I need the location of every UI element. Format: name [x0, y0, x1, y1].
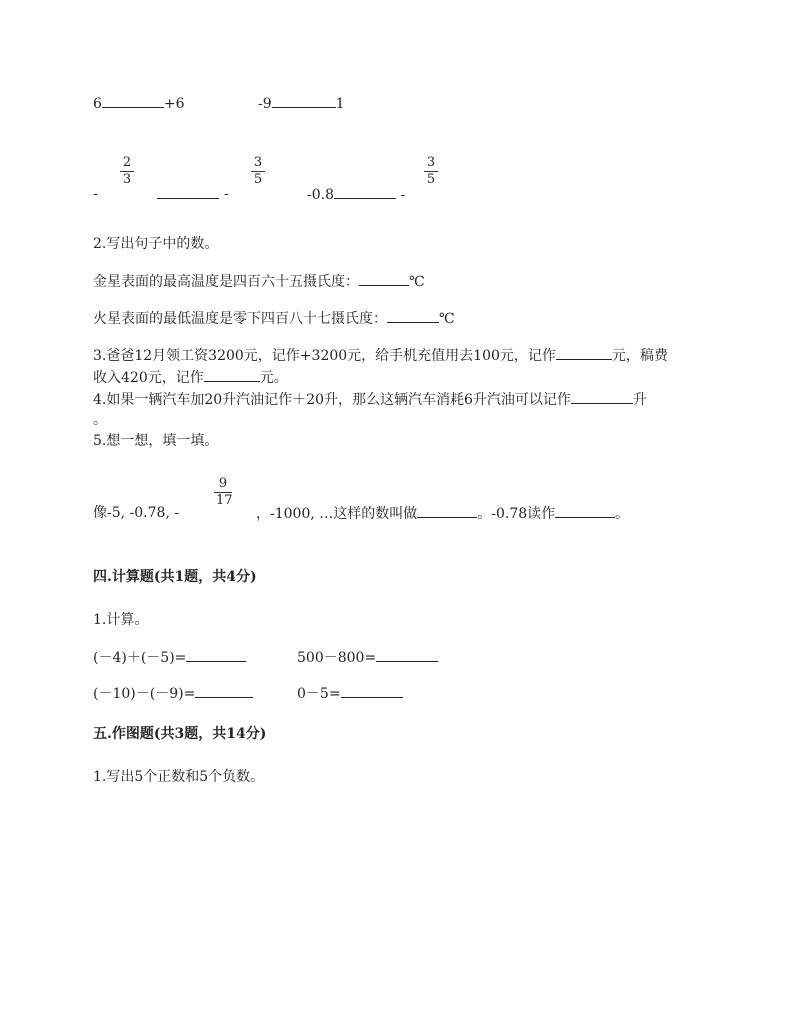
- fraction-denominator: 3: [122, 172, 132, 187]
- unit-celsius: ℃: [409, 274, 425, 290]
- sentence-text: 金星表面的最高温度是四百六十五摄氏度：: [93, 274, 359, 290]
- answer-blank[interactable]: [204, 369, 260, 382]
- question-5-line: [256, 505, 629, 522]
- minus-sign: -: [224, 186, 229, 202]
- question-text: ，-1000, …这样的数叫做: [256, 506, 418, 522]
- expression-text: 0－5=: [297, 686, 341, 702]
- answer-blank[interactable]: [186, 649, 246, 662]
- comparison-row-2b: [307, 186, 405, 203]
- answer-blank[interactable]: [387, 310, 439, 323]
- minus-sign: -: [93, 186, 98, 202]
- answer-blank[interactable]: [555, 505, 615, 518]
- answer-blank[interactable]: [157, 186, 219, 199]
- fraction-2-3: [120, 156, 134, 187]
- value-a-left: 6: [93, 96, 102, 112]
- answer-blank[interactable]: [571, 391, 633, 404]
- answer-blank[interactable]: [359, 273, 409, 286]
- question-3-line-2: [93, 369, 288, 386]
- question-4-line-1: [93, 391, 647, 408]
- section-5-title: 五.作图题(共3题，共14分): [93, 726, 267, 742]
- answer-blank[interactable]: [195, 685, 253, 698]
- question-text: 4.如果一辆汽车加20升汽油记作＋20升，那么这辆汽车消耗6升汽油可以记作: [93, 392, 571, 408]
- expression-text: (－10)－(－9)=: [93, 686, 196, 702]
- fraction-denominator: 17: [216, 493, 233, 508]
- calc-expression-4: [297, 685, 403, 702]
- value-b-left: -9: [258, 96, 272, 112]
- comparison-row-1: [93, 95, 185, 112]
- answer-blank[interactable]: [102, 95, 164, 108]
- sentence-text: 火星表面的最低温度是零下四百八十七摄氏度：: [93, 311, 387, 327]
- question-2-line-2: [93, 310, 455, 327]
- value-b-right: 1: [335, 96, 345, 112]
- answer-row-2a: [157, 186, 219, 203]
- minus-sign: -: [400, 187, 406, 203]
- value-a-right: +6: [163, 96, 185, 112]
- expression-text: (－4)＋(－5)=: [93, 650, 187, 666]
- question-text: 收入420元，记作: [93, 370, 204, 386]
- fraction-numerator: 2: [122, 155, 132, 170]
- question-text: 。-0.78读作: [477, 506, 556, 522]
- answer-blank[interactable]: [376, 649, 438, 662]
- answer-blank[interactable]: [556, 347, 612, 360]
- calc-expression-2: [297, 649, 438, 666]
- fraction-numerator: 3: [253, 155, 263, 170]
- question-text: 3.爸爸12月领工资3200元，记作+3200元，给手机充值用去100元，记作: [93, 348, 556, 364]
- fraction-denominator: 5: [253, 172, 263, 187]
- comparison-row-1b: [258, 95, 345, 112]
- calc-expression-1: [93, 649, 246, 666]
- unit-celsius: ℃: [439, 311, 455, 327]
- question-text: 元。: [259, 370, 288, 386]
- calc-expression-3: [93, 685, 253, 702]
- section-5-question-1-title: 1.写出5个正数和5个负数。: [93, 769, 265, 785]
- answer-blank[interactable]: [341, 685, 403, 698]
- question-2-title: 2.写出句子中的数。: [93, 236, 219, 252]
- answer-blank[interactable]: [272, 95, 336, 108]
- fraction-numerator: 9: [218, 476, 228, 491]
- question-3-line-1: [93, 347, 668, 364]
- expression-text: 500－800=: [297, 650, 377, 666]
- question-text: 升: [632, 392, 647, 408]
- fraction-denominator: 5: [426, 172, 436, 187]
- decimal-value: -0.8: [307, 187, 334, 203]
- section-4-title: 四.计算题(共1题，共4分): [93, 569, 257, 585]
- question-4-line-2: 。: [93, 412, 107, 428]
- question-2-line-1: [93, 273, 425, 290]
- fraction-3-5-b: [424, 156, 438, 187]
- fraction-3-5: [251, 156, 265, 187]
- question-text: 元，稿费: [611, 348, 668, 364]
- answer-blank[interactable]: [417, 505, 477, 518]
- answer-blank[interactable]: [334, 186, 396, 199]
- fraction-numerator: 3: [426, 155, 436, 170]
- question-5-title: 5.想一想，填一填。: [93, 433, 219, 449]
- question-5-text-a: 像-5, -0.78, -: [93, 505, 180, 521]
- section-4-question-1-title: 1.计算。: [93, 612, 149, 628]
- fraction-9-17: [214, 477, 232, 508]
- question-text: 。: [615, 506, 630, 522]
